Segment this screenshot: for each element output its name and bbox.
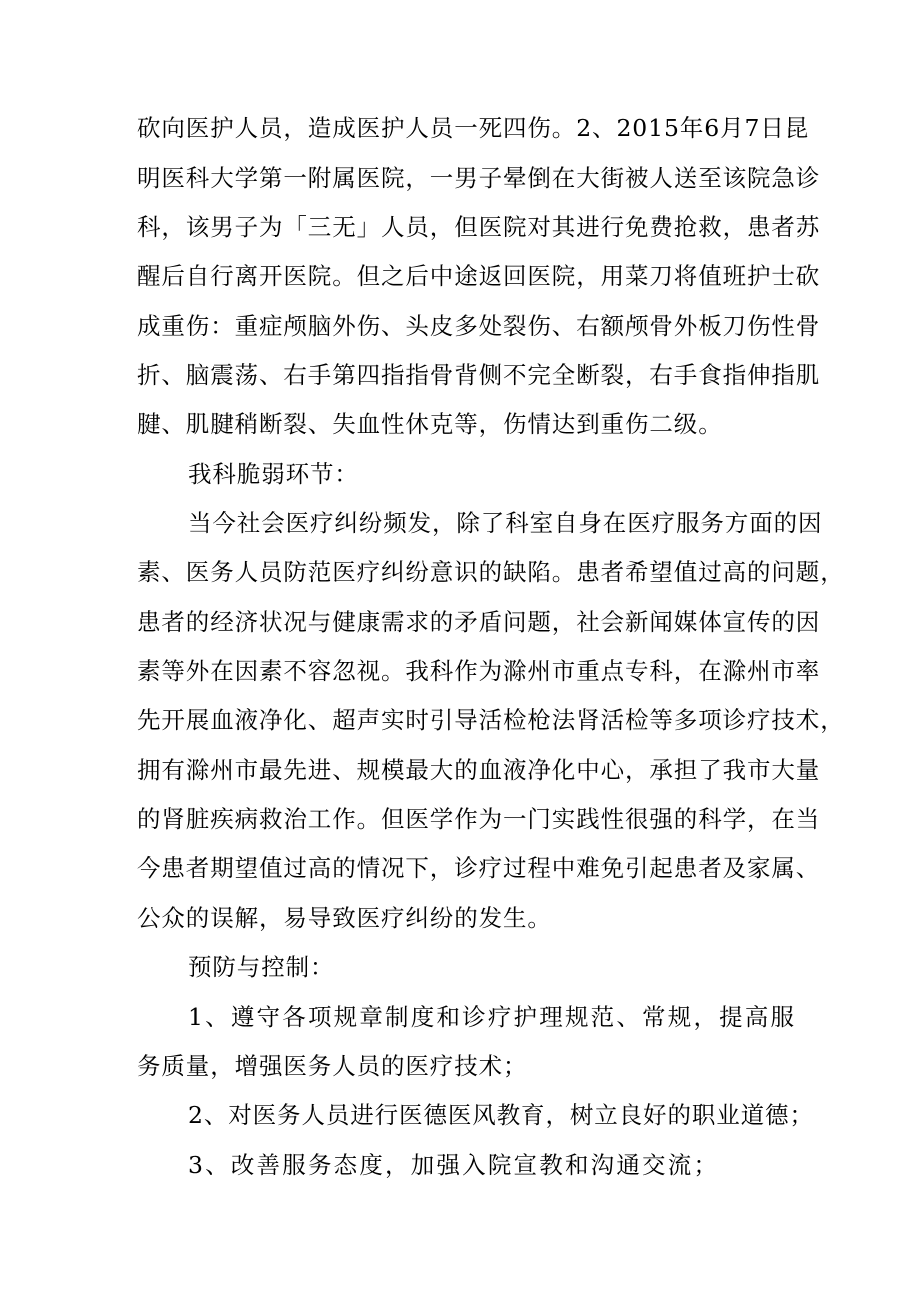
paragraph-line: 患者的经济状况与健康需求的矛盾问题，社会新闻媒体宣传的因 [137, 608, 821, 636]
list-item-2: 2、对医务人员进行医德医风教育，树立良好的职业道德； [188, 1101, 814, 1129]
paragraph-line: 今患者期望值过高的情况下，诊疗过程中难免引起患者及家属、 [137, 854, 821, 882]
paragraph-line: 拥有滁州市最先进、规模最大的血液净化中心，承担了我市大量 [137, 756, 821, 784]
paragraph-line: 公众的误解，易导致医疗纠纷的发生。 [137, 904, 552, 932]
list-item-1-line-2: 务质量，增强医务人员的医疗技术； [137, 1052, 528, 1080]
paragraph-line: 先开展血液净化、超声实时引导活检枪法肾活检等多项诊疗技术， [137, 706, 845, 734]
list-item-3: 3、改善服务态度，加强入院宣教和沟通交流； [188, 1151, 720, 1179]
paragraph-line: 科，该男子为「三无」人员，但医院对其进行免费抢救，患者苏 [137, 213, 821, 241]
paragraph-line: 明医科大学第一附属医院，一男子晕倒在大街被人送至该院急诊 [137, 164, 821, 192]
paragraph-line: 砍向医护人员，造成医护人员一死四伤。2、2015年6月7日昆 [137, 114, 810, 142]
paragraph-line: 成重伤：重症颅脑外伤、头皮多处裂伤、右额颅骨外板刀伤性骨 [137, 312, 821, 340]
paragraph-line: 腱、肌腱稍断裂、失血性休克等，伤情达到重伤二级。 [137, 410, 723, 438]
list-item-1-line-1: 1、遵守各项规章制度和诊疗护理规范、常规，提高服 [188, 1003, 797, 1031]
paragraph-line: 素等外在因素不容忽视。我科作为滁州市重点专科，在滁州市率 [137, 657, 821, 685]
section-heading-prevention: 预防与控制： [188, 953, 335, 981]
paragraph-line: 醒后自行离开医院。但之后中途返回医院，用菜刀将值班护士砍 [137, 262, 821, 290]
paragraph-line: 折、脑震荡、右手第四指指骨背侧不完全断裂，右手食指伸指肌 [137, 361, 821, 389]
paragraph-line: 素、医务人员防范医疗纠纷意识的缺陷。患者希望值过高的问题， [137, 558, 845, 586]
paragraph-line: 当今社会医疗纠纷频发，除了科室自身在医疗服务方面的因 [188, 509, 823, 537]
section-heading-weak-points: 我科脆弱环节： [188, 460, 359, 488]
paragraph-line: 的肾脏疾病救治工作。但医学作为一门实践性很强的科学，在当 [137, 805, 821, 833]
